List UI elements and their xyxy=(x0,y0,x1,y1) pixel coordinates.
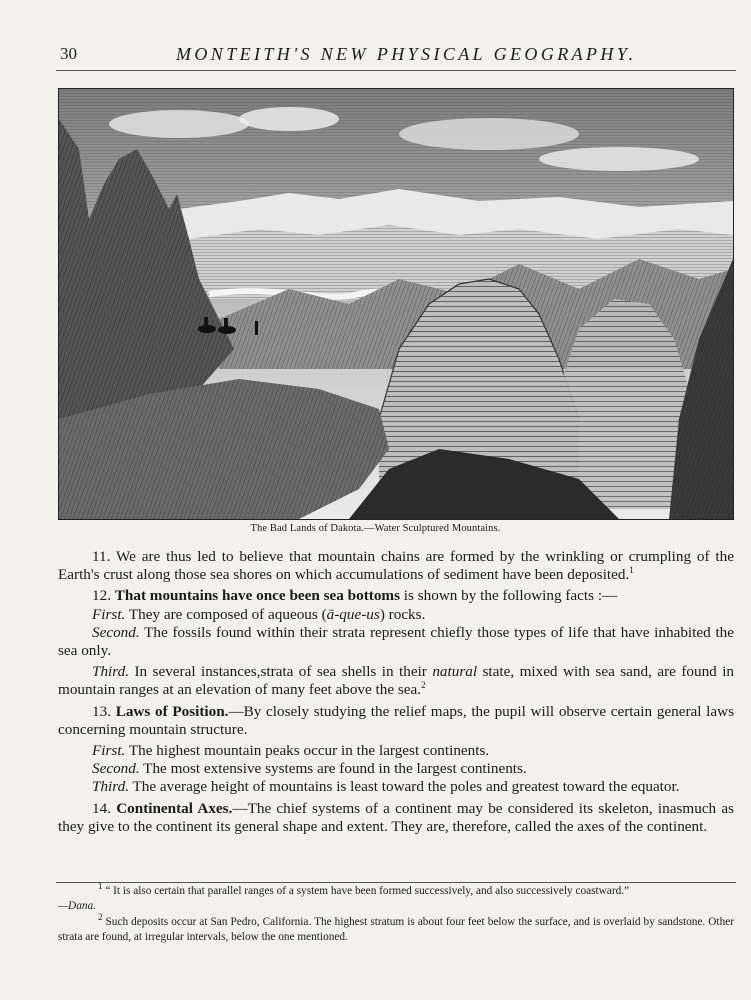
para-text: —By closely studying the relief maps, the pupil will observe certain general laws concerning mountain structure. xyxy=(58,702,734,738)
law-first xyxy=(58,742,734,760)
fact-third xyxy=(58,663,734,699)
fact-text: In several instances,strata of sea shells in their xyxy=(129,663,433,681)
fact-label: Third. xyxy=(92,663,129,681)
para-heading: That mountains have once been sea bottoms xyxy=(114,587,400,605)
para-text: —The chief systems of a continent may be considered its skeleton, inasmuch as they give to the continent its general shape and extent. They are, therefore, called the axes of the continent. xyxy=(58,799,735,835)
engraving-illustration xyxy=(58,88,734,520)
footnote-ref: 1 xyxy=(629,565,634,576)
law-text: The most extensive systems are found in the largest continents. xyxy=(139,760,527,778)
law-label: Second. xyxy=(92,760,140,778)
law-text: The average height of mountains is least toward the poles and greatest toward the equator. xyxy=(129,778,680,796)
footnote-text: Such deposits occur at San Pedro, California. The highest stratum is about four feet below the surface, and is overlaid by sandstone. Other strata are found, at irregular intervals, below the one mentioned. xyxy=(58,915,734,943)
fact-first xyxy=(58,606,734,624)
law-text: The highest mountain peaks occur in the largest continents. xyxy=(125,742,490,760)
fact-label: Second. xyxy=(92,623,140,641)
footnote-attribution: —Dana. xyxy=(58,900,96,913)
para-number: 14. xyxy=(92,799,111,817)
para-text: We are thus led to believe that mountain chains are formed by the wrinkling or crumpling of the Earth's crust along those sea shores on which accumulations of sediment have been deposited. xyxy=(58,548,734,584)
page-number: 30 xyxy=(60,44,77,63)
paragraph-13 xyxy=(58,703,734,739)
law-label: Third. xyxy=(92,778,129,796)
pronunciation: ā-que-us xyxy=(326,605,380,623)
footnote-ref: 2 xyxy=(421,680,426,691)
fact-second xyxy=(58,624,734,660)
running-title: MONTEITH'S NEW PHYSICAL GEOGRAPHY. xyxy=(176,44,637,64)
footnote-2 xyxy=(58,911,734,946)
para-text: is shown by the following facts :— xyxy=(400,587,618,605)
footnote-mark: 1 xyxy=(98,881,103,892)
page-header xyxy=(0,44,751,70)
fact-text: The fossils found within their strata represent chiefly those types of life that have inhabited the sea only. xyxy=(58,623,734,660)
law-second xyxy=(58,760,734,778)
footnote-1-attribution xyxy=(58,899,734,914)
fact-text-end: ) rocks. xyxy=(379,605,426,623)
para-number: 13. xyxy=(92,702,111,720)
law-label: First. xyxy=(92,742,126,760)
fact-label: First. xyxy=(92,605,126,623)
paragraph-11 xyxy=(58,548,734,584)
law-third xyxy=(58,778,734,796)
figure-caption: The Bad Lands of Dakota.—Water Sculptured Mountains. xyxy=(250,523,501,534)
footnote-mark: 2 xyxy=(98,911,103,922)
fact-text: They are composed of aqueous ( xyxy=(125,605,327,623)
paragraph-12 xyxy=(58,587,734,605)
emphasis-natural: natural xyxy=(432,663,478,681)
footnote-text: “ It is also certain that parallel ranges of a system have been formed successively, and also successively coastward.” xyxy=(102,885,630,897)
para-number: 12. xyxy=(92,587,111,605)
footnote-1 xyxy=(58,881,734,899)
header-rule xyxy=(56,70,736,71)
body-text xyxy=(58,548,734,839)
para-heading: Continental Axes. xyxy=(116,799,233,817)
paragraph-14 xyxy=(58,800,734,836)
footnotes xyxy=(58,881,734,945)
footnote-rule xyxy=(56,882,736,883)
fact-text-end: state, mixed with sea sand, are found in mountain ranges at an elevation of many feet above the sea. xyxy=(58,663,735,699)
para-number: 11. xyxy=(92,548,111,565)
para-heading: Laws of Position. xyxy=(115,702,229,720)
